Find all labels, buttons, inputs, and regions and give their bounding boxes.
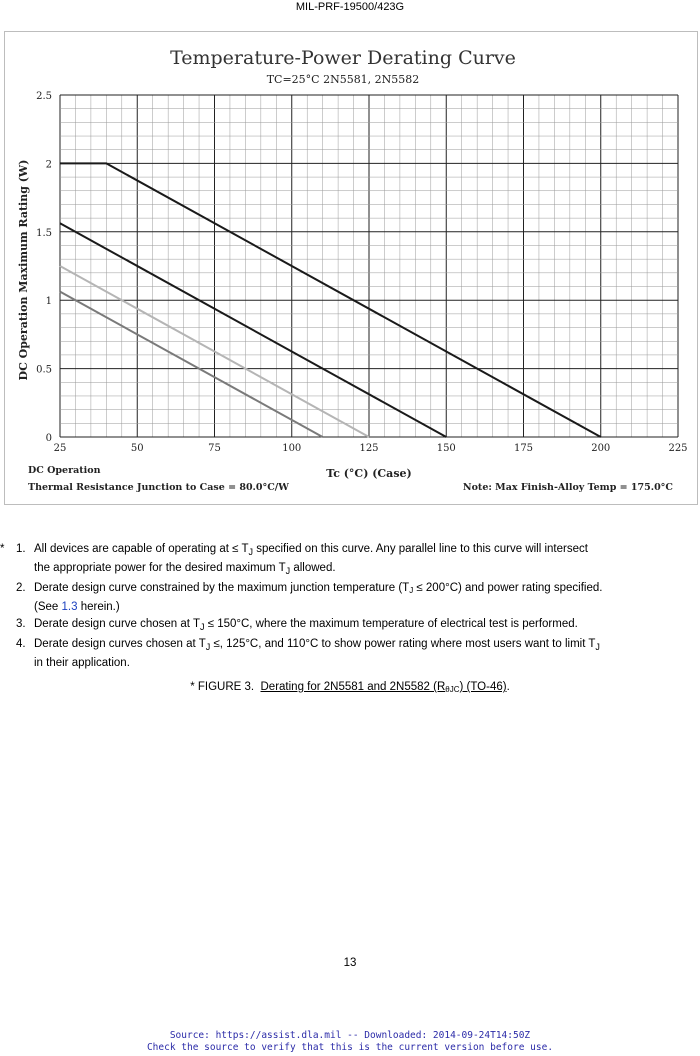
- note-1: [0, 541, 700, 579]
- footer-max-temp-note: Note: Max Finish-Alloy Temp = 175.0°C: [462, 482, 673, 493]
- note-1-line2-sub: J: [285, 566, 291, 576]
- note-4-text-b: ≤, 125°C, and 110°C to show power rating where most users want to limit T: [210, 638, 596, 650]
- y-axis-label: DC Operation Maximum Rating (W): [17, 159, 30, 381]
- note-3-number: 3.: [16, 618, 26, 630]
- series-line-4: [60, 292, 323, 437]
- note-3: [0, 616, 700, 635]
- note-1-star: *: [0, 543, 5, 555]
- chart-title: Temperature-Power Derating Curve: [170, 47, 516, 69]
- footer-thermal-resistance: Thermal Resistance Junction to Case = 80.0°C/W: [28, 482, 289, 493]
- y-tick-label: 1: [45, 296, 52, 308]
- x-tick-label: 50: [130, 443, 144, 454]
- chart-ticks: [36, 91, 687, 454]
- chart-subtitle: TC=25°C 2N5581, 2N5582: [266, 73, 420, 86]
- note-2-line2: (See: [34, 601, 62, 613]
- x-axis-label: Tc (°C) (Case): [326, 467, 412, 480]
- note-1-sub: J: [248, 547, 254, 557]
- note-2-sub: J: [409, 586, 414, 595]
- x-tick-label: 100: [282, 443, 302, 454]
- caption-title: [261, 681, 507, 693]
- chart-grid: [60, 95, 678, 437]
- caption-title-sub: θJC: [445, 685, 460, 694]
- figure-caption: [0, 681, 700, 694]
- note-2: [0, 580, 700, 615]
- note-2-line2-b: herein.): [77, 601, 120, 613]
- note-4: [0, 636, 700, 671]
- source-line-1[interactable]: Source: https://assist.dla.mil -- Downloaded: 2014-09-24T14:50Z: [169, 1030, 531, 1041]
- note-2-text: Derate design curve constrained by the maximum junction temperature (T: [34, 582, 410, 594]
- x-tick-label: 175: [513, 443, 534, 454]
- caption-title-a: Derating for 2N5581 and 2N5582 (R: [260, 681, 446, 693]
- x-tick-label: 75: [208, 443, 221, 454]
- page-number: 13: [343, 957, 357, 969]
- document-header: MIL-PRF-19500/423G: [295, 1, 405, 13]
- note-3-sub: J: [200, 622, 205, 632]
- note-3-text: Derate design curve chosen at T: [34, 618, 200, 630]
- series-line-2: [60, 223, 446, 437]
- note-4-sub-2: J: [595, 642, 600, 652]
- note-4-sub: J: [205, 642, 211, 652]
- note-3-text-b: ≤ 150°C, where the maximum temperature of electrical test is performed.: [204, 618, 578, 630]
- x-tick-label: 25: [53, 443, 67, 454]
- note-2-number: 2.: [16, 582, 26, 594]
- x-tick-label: 125: [359, 443, 379, 454]
- caption-suffix: .: [506, 681, 510, 693]
- x-tick-label: 225: [668, 443, 688, 454]
- note-1-line2: the appropriate power for the desired maximum T: [34, 562, 286, 574]
- note-2-link-1-3[interactable]: 1.3: [61, 601, 78, 613]
- note-1-text: All devices are capable of operating at ≤ T: [34, 543, 249, 555]
- note-4-line2: in their application.: [34, 657, 130, 669]
- caption-prefix: * FIGURE 3.: [190, 681, 255, 693]
- note-1-text-b: specified on this curve. Any parallel line to this curve will intersect: [253, 543, 588, 555]
- y-tick-label: 2.5: [36, 91, 52, 102]
- derating-chart: [5, 32, 697, 504]
- note-2-text-b: ≤ 200°C) and power rating specified.: [413, 582, 603, 594]
- note-4-text: Derate design curves chosen at T: [34, 638, 206, 650]
- y-tick-label: 0.5: [36, 364, 52, 376]
- note-1-number: 1.: [16, 543, 26, 555]
- note-4-number: 4.: [16, 638, 26, 650]
- source-line-2: Check the source to verify that this is the current version before use.: [146, 1042, 554, 1053]
- figure-notes: [0, 541, 700, 672]
- caption-title-b: ) (TO-46): [459, 681, 507, 693]
- y-tick-label: 2: [45, 159, 52, 171]
- x-tick-label: 200: [591, 443, 611, 454]
- derating-chart-figure: [4, 31, 698, 505]
- y-tick-label: 1.5: [36, 227, 52, 239]
- note-1-line2-b: allowed.: [290, 562, 336, 574]
- y-tick-label: 0: [45, 433, 52, 444]
- footer-dc-operation: DC Operation: [28, 465, 101, 476]
- x-tick-label: 150: [436, 443, 456, 454]
- source-footer: [0, 1030, 700, 1054]
